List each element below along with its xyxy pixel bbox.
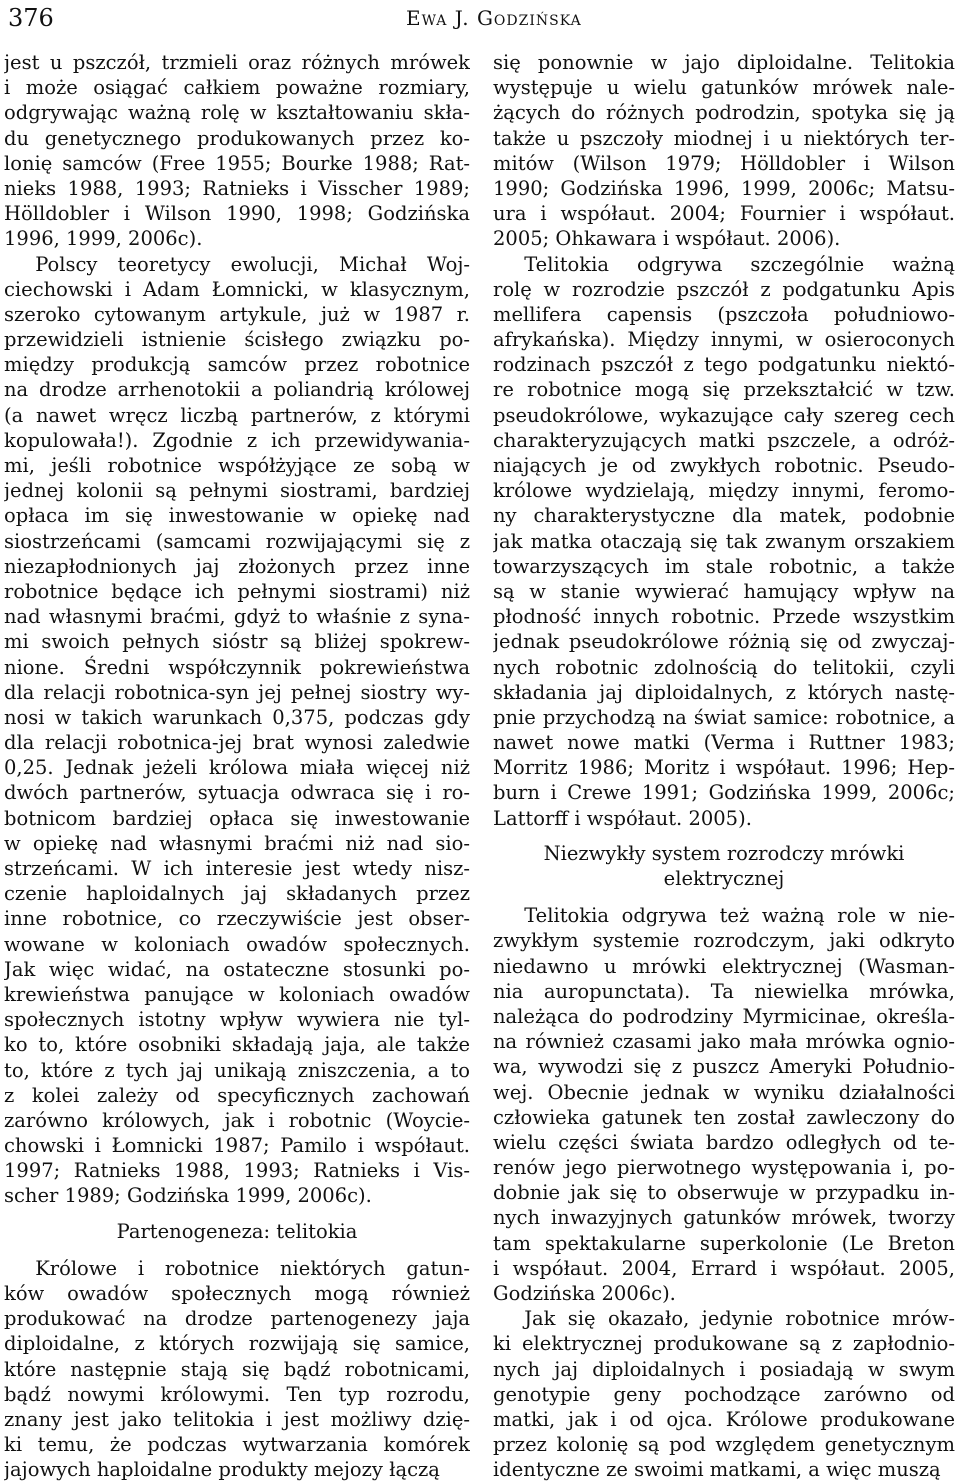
text-line: Hölldobler i Wilson 1990, 1998; Godzińska [4, 202, 470, 226]
text-line: jednak pseudokrólowe różnią się od zwyczaj- [493, 630, 955, 654]
text-line: ki elektrycznej produkowane są z zapłodnio- [493, 1332, 955, 1356]
text-line: Morritz 1986; Moritz i współaut. 1996; Hep- [493, 756, 955, 780]
page-number: 376 [8, 4, 54, 32]
text-line: szeroko cytowanym artykule, już w 1987 r. [4, 302, 470, 326]
text-line: mitów (Wilson 1979; Hölldobler i Wilson [493, 151, 955, 175]
text-line: genotypie geny pochodzące zarówno od [493, 1382, 955, 1406]
text-line: 0,25. Jednak jeżeli królowa miała więcej niż [4, 756, 470, 780]
text-line: Telitokia odgrywa szczególnie ważną [524, 252, 955, 276]
text-line: nad własnymi braćmi, gdyż to właśnie z syna- [4, 605, 470, 629]
text-line: lonię samców (Free 1955; Bourke 1988; Rat- [4, 151, 470, 175]
text-line: inne robotnice, co rzeczywiście jest obser- [4, 907, 470, 931]
text-line: pnie przychodzą na świat samice: robotnice, a [493, 705, 955, 729]
text-line: mi, jeśli robotnice współżyjące ze sobą w [4, 454, 470, 477]
right-column [493, 50, 955, 1483]
text-line: płodność innych robotnic. Przede wszystkim [493, 605, 955, 629]
text-line: bądź nowymi królowymi. Ten typ rozrodu, [4, 1382, 470, 1406]
text-line: niezapłodnionych jaj złożonych przez inne [4, 554, 470, 578]
text-line: zarówno królowych, jak i robotnic (Woycie- [4, 1108, 470, 1132]
text-line: 1996, 1999, 2006c). [4, 227, 203, 251]
text-line: królowe wydzielają, między innymi, feromo- [493, 479, 955, 503]
text-line: jak matka otaczają się tak zwanym orszakiem [493, 529, 955, 553]
section-heading [493, 841, 955, 891]
text-line: Lattorff i współaut. 2005). [493, 806, 752, 830]
text-line: niających je od zwykłych robotnic. Pseudo- [493, 454, 955, 477]
text-line: 1997; Ratnieks 1988, 1993; Ratnieks i Vis- [4, 1159, 470, 1183]
text-line: z kolei zależy od specyficznych zachowań [4, 1083, 470, 1107]
text-line: Królowe i robotnice niektórych gatun- [35, 1256, 470, 1280]
text-line: rodzinach pszczół z tego podgatunku niektó- [493, 353, 955, 377]
text-line: nych robotnic zdolnością do telitokii, czyli [493, 655, 955, 679]
text-line: należąca do podrodziny Myrmicinae, określa- [493, 1004, 955, 1028]
text-line: 2005; Ohkawara i współaut. 2006). [493, 227, 841, 251]
text-line: Telitokia odgrywa też ważną role w nie- [524, 904, 955, 928]
text-line: jest u pszczół, trzmieli oraz różnych mrówek [4, 51, 470, 74]
running-head-author: Ewa J. Godzińska [406, 6, 582, 30]
paragraph [493, 903, 955, 1306]
text-line: strzeńcami. W ich interesie jest wtedy nisz- [4, 857, 470, 880]
paragraph [493, 50, 955, 252]
text-line: scher 1989; Godzińska 1999, 2006c). [4, 1184, 372, 1208]
text-line: renów jego pierwotnego występowania i, po- [493, 1156, 955, 1180]
text-line: człowieka gatunek ten został zawleczony do [493, 1105, 955, 1129]
paragraph [4, 50, 470, 252]
text-line: wowane w koloniach owadów społecznych. [4, 932, 470, 956]
text-line: także u pszczoły miodnej i u niektórych ter- [493, 126, 955, 150]
text-line: nawet nowe matki (Verma i Ruttner 1983; [493, 731, 955, 755]
text-line: dla relacji robotnica-syn jej pełnej siostry wy- [4, 680, 470, 704]
text-line: nych inwazyjnych gatunków mrówek, tworzy [493, 1206, 955, 1230]
text-line: mi swoich pełnych sióstr są bliżej spokrew- [4, 630, 470, 654]
text-line: czenie haploidalnych jaj składanych przez [4, 882, 470, 906]
paragraph [493, 252, 955, 831]
text-line: 1990; Godzińska 1996, 1999, 2006c; Matsu- [493, 176, 955, 200]
text-line: Godzińska 2006c). [493, 1282, 676, 1305]
text-line: ków owadów społecznych mogą również [4, 1282, 470, 1305]
text-line: Polscy teoretycy ewolucji, Michał Woj- [35, 252, 470, 276]
text-line: identyczne ze swoimi matkami, a więc muszą [493, 1458, 941, 1482]
text-line: botnicom bardziej opłaca się inwestowanie [4, 806, 470, 830]
text-line: charakteryzujących matki pszczele, a odróż- [493, 428, 955, 452]
text-line: występuje u wielu gatunków mrówek nale- [493, 76, 955, 100]
text-line: przewidzieli istnienie ścisłego związku po- [4, 328, 470, 352]
text-line: nione. Średni współczynnik pokrewieństwa [4, 655, 470, 679]
text-line: ny charakterystyczne dla matek, podobnie [493, 504, 955, 528]
text-line: chowski i Łomnicki 1987; Pamilo i współaut. [4, 1134, 470, 1158]
text-line: matki, jak i od ojca. Królowe produkowane [493, 1407, 955, 1431]
text-line: kopulowała!). Zgodnie z ich przewidywania- [4, 428, 470, 452]
text-line: siostrzeńcami (samcami rozwijającymi się z [4, 529, 470, 553]
text-line: odgrywając ważną rolę w kształtowaniu skła- [4, 101, 470, 125]
text-line: jajowych haploidalne produkty mejozy łączą [4, 1458, 440, 1482]
text-line: między produkcją samców przez robotnice [4, 353, 470, 377]
paragraph [4, 1256, 470, 1483]
text-line: nosi w takich warunkach 0,375, podczas gdy [4, 705, 470, 729]
text-line: (a nawet wręcz liczbą partnerów, z którymi [4, 403, 470, 427]
text-line: zwykłym systemie rozrodczym, jaki odkryto [493, 929, 955, 953]
text-line: nych jaj diploidalnych i posiadają w swym [493, 1357, 955, 1381]
text-line: na drodze arrhenotokii a poliandrią królowej [4, 378, 470, 402]
section-heading [4, 1219, 470, 1244]
text-line: społecznych istotny wpływ wywiera nie tyl- [4, 1008, 470, 1032]
text-line: żących do różnych podrodzin, spotyka się ją [493, 101, 955, 125]
text-line: składania jaj diploidalnych, z których nastę- [493, 680, 955, 704]
text-line: re robotnice mogą się przekształcić w tzw. [493, 378, 955, 402]
text-line: na również czasami jako mała mrówka ognio- [493, 1030, 955, 1054]
text-line: tam spektakularne superkolonie (Le Breton [493, 1231, 955, 1255]
text-line: wielu części świata bardzo odległych od te- [493, 1130, 955, 1154]
text-line: ura i współaut. 2004; Fournier i współaut. [493, 202, 955, 226]
text-line: Jak więc widać, na ostateczne stosunki po- [4, 957, 470, 981]
text-line: burn i Crewe 1991; Godzińska 1999, 2006c; [493, 781, 955, 805]
text-line: się ponownie w jajo diploidalne. Telitokia [493, 51, 955, 74]
text-line: rolę w rozrodzie pszczół z podgatunku Apis [493, 277, 955, 301]
left-column [4, 50, 470, 1483]
text-line: du genetycznego produkowanych przez ko- [4, 126, 470, 150]
text-line: wej. Obecnie jednak w wyniku działalności [493, 1080, 955, 1104]
text-line: robotnice będące ich pełnymi siostrami) niż [4, 579, 470, 603]
paragraph [4, 252, 470, 1209]
text-line: nia auropunctata). Ta niewielka mrówka, [493, 979, 955, 1003]
text-line: przez kolonię są pod względem genetycznym [493, 1433, 955, 1457]
section-heading-line: Partenogeneza: telitokia [116, 1219, 358, 1243]
running-header [0, 0, 960, 44]
text-line: niedawno u mrówki elektrycznej (Wasman- [493, 954, 955, 978]
text-line: w opiekę nad własnymi braćmi niż nad sio- [4, 831, 470, 855]
text-line: są w stanie wywierać hamujący wpływ na [493, 579, 955, 603]
text-line: dwóch partnerów, sytuacja odwraca się i ro- [4, 781, 470, 805]
text-line: to, które z tych jaj unikają zniszczenia, a to [4, 1058, 470, 1082]
text-line: ciechowski i Adam Łomnicki, w klasycznym, [4, 277, 470, 301]
text-line: towarzyszących im stale robotnic, a także [493, 554, 955, 578]
text-line: wa, wywodzi się z puszcz Ameryki Południo- [493, 1055, 955, 1079]
text-line: dla relacji robotnica-jej brat wynosi zaledwie [4, 731, 470, 755]
text-line: pseudokrólowe, wykazujące cały szereg cech [493, 403, 955, 427]
text-line: ko to, które osobniki składają jaja, ale także [4, 1033, 470, 1057]
text-line: które następnie stają się bądź robotnicami, [4, 1357, 470, 1381]
section-heading-line: Niezwykły system rozrodczy mrówki [543, 841, 905, 865]
text-line: diploidalne, z których rozwijają się samice, [4, 1332, 470, 1356]
text-line: dobnie jak się to obserwuje w przypadku in- [493, 1181, 955, 1205]
text-line: jednej kolonii są pełnymi siostrami, bardziej [4, 479, 470, 503]
text-line: mellifera capensis (pszczoła południowo- [493, 302, 955, 326]
text-line: opłaca im się inwestowanie w opiekę nad [4, 504, 470, 528]
text-line: i może osiągać całkiem poważne rozmiary, [4, 76, 470, 100]
text-line: produkować na drodze partenogenezy jaja [4, 1307, 470, 1331]
text-line: i współaut. 2004, Errard i współaut. 2005, [493, 1256, 955, 1280]
paragraph [493, 1306, 955, 1482]
section-heading-line: elektrycznej [663, 867, 785, 890]
text-line: krewieństwa panujące w koloniach owadów [4, 982, 470, 1006]
text-line: znany jest jako telitokia i jest możliwy dzię- [4, 1407, 470, 1431]
text-line: ki temu, że podczas wytwarzania komórek [4, 1433, 470, 1457]
text-line: afrykańska). Między innymi, w osieroconych [493, 328, 955, 352]
text-line: nieks 1988, 1993; Ratnieks i Visscher 1989; [4, 176, 470, 200]
text-line: Jak się okazało, jedynie robotnice mrów- [524, 1307, 955, 1331]
